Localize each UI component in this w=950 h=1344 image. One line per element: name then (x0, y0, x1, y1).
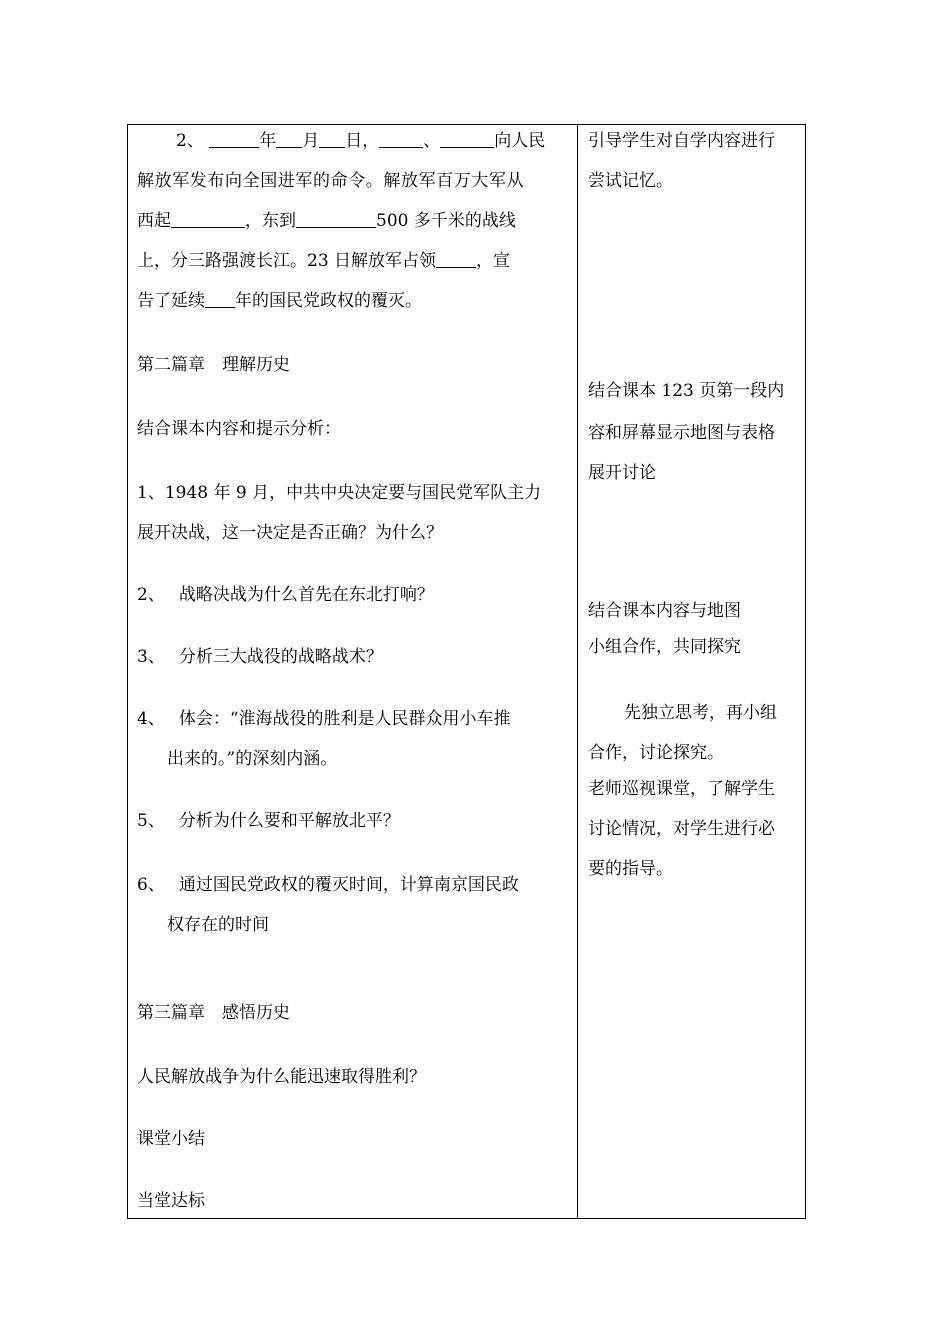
question-text: 战略决战为什么首先在东北打响？ (178, 585, 434, 605)
question-number: 6、 (137, 875, 165, 895)
chapter-3-title: 第三篇章 感悟历史 (137, 1003, 290, 1023)
blank-day[interactable] (319, 131, 345, 148)
content-column (128, 125, 577, 1218)
day-label: 日， (345, 131, 380, 151)
question-text: 1948 年 9 月，中共中央决定要与国民党军队主力 (164, 483, 542, 503)
note-line: 结合课本内容与地图 (588, 601, 741, 621)
collapse-text: 年的国民党政权的覆灭。 (235, 291, 422, 311)
fill-line-5 (137, 291, 422, 311)
lesson-plan-table (127, 124, 806, 1219)
fill-line-4 (137, 251, 510, 271)
line-tail: 向人民 (494, 131, 546, 151)
class-summary: 课堂小结 (137, 1129, 205, 1149)
blank-years[interactable] (205, 291, 235, 308)
west-label: 西起 (137, 211, 171, 231)
question-5 (137, 811, 400, 831)
question-4-line-1 (137, 709, 511, 729)
question-4-line-2: 出来的。”的深刻内涵。 (167, 749, 338, 769)
announce-text: ，宣 (476, 251, 511, 271)
question-number: 3、 (137, 647, 165, 667)
note-line: 展开讨论 (588, 463, 656, 483)
blank-west[interactable] (171, 211, 245, 228)
front-length: 500 多千米的战线 (376, 211, 516, 231)
fill-line-1 (176, 131, 545, 151)
note-line: 老师巡视课堂，了解学生 (588, 779, 775, 799)
question-text: 通过国民党政权的覆灭时间，计算南京国民政 (178, 875, 519, 895)
question-6-line-1 (137, 875, 519, 895)
in-class-assessment: 当堂达标 (137, 1191, 205, 1211)
question-number: 4、 (137, 709, 165, 729)
note-line: 尝试记忆。 (588, 171, 673, 191)
note-line: 容和屏幕显示地图与表格 (588, 423, 775, 443)
note-line: 合作，讨论探究。 (588, 743, 724, 763)
blank-person-2[interactable] (440, 131, 494, 148)
blank-month[interactable] (276, 131, 302, 148)
note-line: 要的指导。 (588, 859, 673, 879)
fill-line-3 (137, 211, 516, 231)
reflection-question: 人民解放战争为什么能迅速取得胜利？ (137, 1067, 426, 1087)
question-1-line-1 (137, 483, 541, 503)
note-line: 讨论情况，对学生进行必 (588, 819, 775, 839)
question-text: 分析三大战役的战略战术？ (178, 647, 383, 667)
note-line: 结合课本 123 页第一段内 (588, 381, 785, 401)
analysis-prompt: 结合课本内容和提示分析： (137, 419, 341, 439)
blank-year[interactable] (209, 131, 259, 148)
question-2 (137, 585, 434, 605)
question-number: 1、 (137, 483, 165, 503)
question-number: 5、 (137, 811, 165, 831)
occupy-text: 上，分三路强渡长江。23 日解放军占领 (137, 251, 437, 271)
lasted-text: 告了延续 (137, 291, 205, 311)
question-number: 2、 (176, 131, 204, 151)
question-text: 体会：“淮海战役的胜利是人民群众用小车推 (178, 709, 511, 729)
question-1-line-2: 展开决战，这一决定是否正确？为什么？ (137, 523, 443, 543)
blank-city[interactable] (436, 251, 476, 268)
blank-east[interactable] (296, 211, 376, 228)
question-3 (137, 647, 383, 667)
separator: 、 (423, 131, 441, 151)
blank-person-1[interactable] (379, 131, 423, 148)
question-6-line-2: 权存在的时间 (167, 915, 269, 935)
note-line: 先独立思考，再小组 (624, 703, 777, 723)
fill-line-2: 解放军发布向全国进军的命令。解放军百万大军从 (137, 171, 525, 191)
east-label: ，东到 (245, 211, 296, 231)
month-label: 月 (302, 131, 320, 151)
note-line: 小组合作，共同探究 (588, 637, 741, 657)
chapter-2-title: 第二篇章 理解历史 (137, 355, 290, 375)
question-number: 2、 (137, 585, 165, 605)
year-label: 年 (259, 131, 277, 151)
note-line: 引导学生对自学内容进行 (588, 131, 775, 151)
guidance-column (578, 125, 805, 1218)
question-text: 分析为什么要和平解放北平？ (178, 811, 400, 831)
